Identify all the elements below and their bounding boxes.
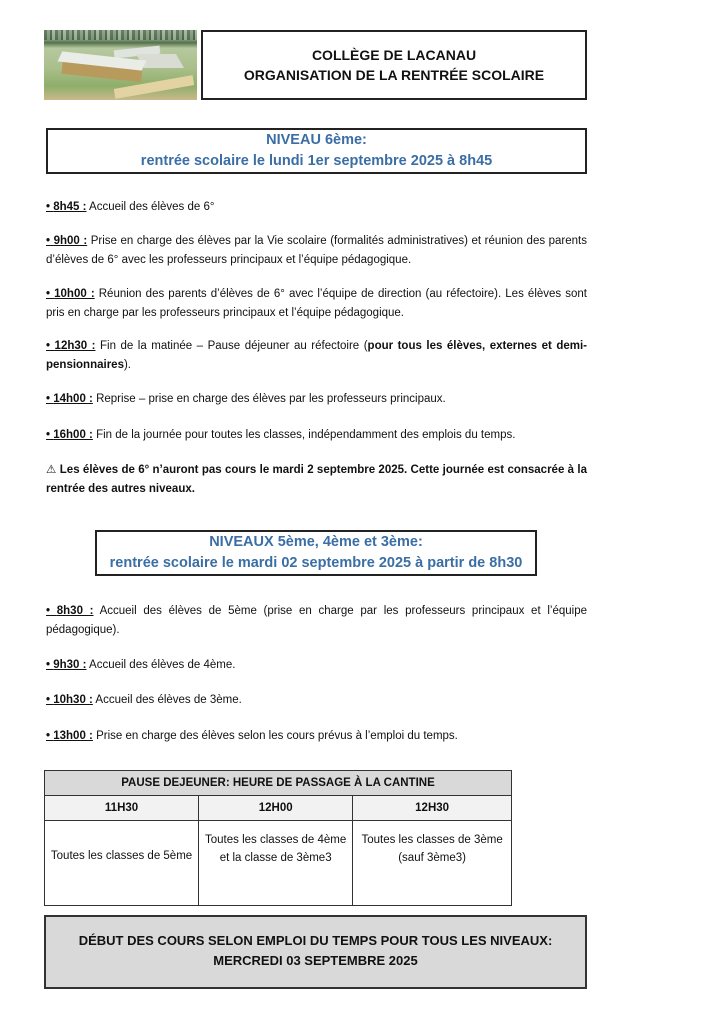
courses-start-notice	[44, 915, 587, 989]
section-others-levels: NIVEAUX 5ème, 4ème et 3ème:	[209, 534, 423, 550]
schedule-text: Réunion des parents d’élèves de 6° avec l’équipe de direction (au réfectoire). Les élèves sont pris en charge par les professeurs principaux et l’équipe pédagogique.	[46, 288, 587, 319]
table-cell: Toutes les classes de 5ème	[45, 821, 199, 906]
schedule-time: • 12h30 :	[46, 340, 96, 352]
schedule-text: Prise en charge des élèves par la Vie scolaire (formalités administratives) et réunion des parents d’élèves de 6° avec les professeurs principaux et l’équipe pédagogique.	[46, 235, 587, 266]
schedule-time: • 9h00 :	[46, 235, 88, 247]
schedule-item	[46, 285, 587, 322]
schedule-text: Fin de la matinée – Pause déjeuner au réfectoire (	[95, 340, 368, 352]
schedule-time: • 16h00 :	[46, 429, 93, 441]
schedule-time: • 9h30 :	[46, 659, 87, 671]
schedule-text: Reprise – prise en charge des élèves par les professeurs principaux.	[92, 393, 446, 405]
schedule-text-bold: pour tous les élèves, externes et demi-pensionnaires	[46, 340, 587, 371]
column-header: 12H00	[199, 796, 353, 821]
section-6e-heading	[46, 128, 587, 174]
notice-line1: DÉBUT DES COURS SELON EMPLOI DU TEMPS POUR TOUS LES NIVEAUX:	[78, 933, 553, 948]
schedule-text: Prise en charge des élèves selon les cours prévus à l’emploi du temps.	[92, 730, 458, 742]
section-others-heading	[95, 530, 537, 576]
warning-text: Les élèves de 6° n’auront pas cours le mardi 2 septembre 2025. Cette journée est consacrée à la rentrée des autres niveaux.	[46, 464, 587, 495]
notice-date: MERCREDI 03 SEPTEMBRE 2025	[213, 953, 418, 968]
section-6e-date: rentrée scolaire le lundi 1er septembre 2025 à 8h45	[140, 153, 493, 169]
schedule-item	[46, 198, 587, 217]
schedule-time: • 13h00 :	[46, 730, 93, 742]
schedule-item	[46, 656, 587, 675]
schedule-item	[46, 390, 587, 409]
schedule-item	[46, 691, 587, 710]
schedule-text: Fin de la journée pour toutes les classes, indépendamment des emplois du temps.	[92, 429, 516, 441]
schedule-item	[46, 426, 587, 445]
column-header: 12H30	[353, 796, 512, 821]
table-cell: Toutes les classes de 4ème et la classe de 3ème3	[199, 821, 353, 906]
schedule-time: • 10h00 :	[46, 288, 95, 300]
section-6e-level: NIVEAU 6ème:	[266, 132, 367, 148]
schedule-text: Accueil des élèves de 5ème (prise en charge par les professeurs principaux et l’équipe pédagogique).	[46, 605, 587, 636]
schedule-item	[46, 232, 587, 269]
schedule-time: • 10h30 :	[46, 694, 93, 706]
college-building-image	[44, 30, 197, 100]
schedule-item	[46, 727, 587, 746]
column-header: 11H30	[45, 796, 199, 821]
schedule-time: • 8h30 :	[46, 605, 94, 617]
cantine-schedule-table	[44, 770, 512, 906]
warning-notice	[46, 461, 587, 498]
schedule-item	[46, 602, 587, 639]
schedule-text: Accueil des élèves de 4ème.	[86, 659, 236, 671]
schedule-time: • 14h00 :	[46, 393, 93, 405]
schedule-text: Accueil des élèves de 6°	[86, 201, 215, 213]
table-cell: Toutes les classes de 3ème (sauf 3ème3)	[353, 821, 512, 906]
document-title-box	[201, 30, 587, 100]
schedule-text: Accueil des élèves de 3ème.	[92, 694, 242, 706]
school-name: COLLÈGE DE LACANAU	[311, 47, 477, 63]
document-title: ORGANISATION DE LA RENTRÉE SCOLAIRE	[243, 67, 545, 83]
schedule-item: • 12h30 : Fin de la matinée – Pause déjeuner au réfectoire (pour tous les élèves, externes et demi-pensionnaires).	[46, 340, 587, 371]
warning-icon: ⚠	[46, 464, 57, 476]
section-others-date: rentrée scolaire le mardi 02 septembre 2025 à partir de 8h30	[109, 555, 523, 571]
schedule-time: • 8h45 :	[46, 201, 87, 213]
photo-trees	[44, 30, 197, 40]
table-title: PAUSE DEJEUNER: HEURE DE PASSAGE À LA CANTINE	[45, 771, 512, 796]
